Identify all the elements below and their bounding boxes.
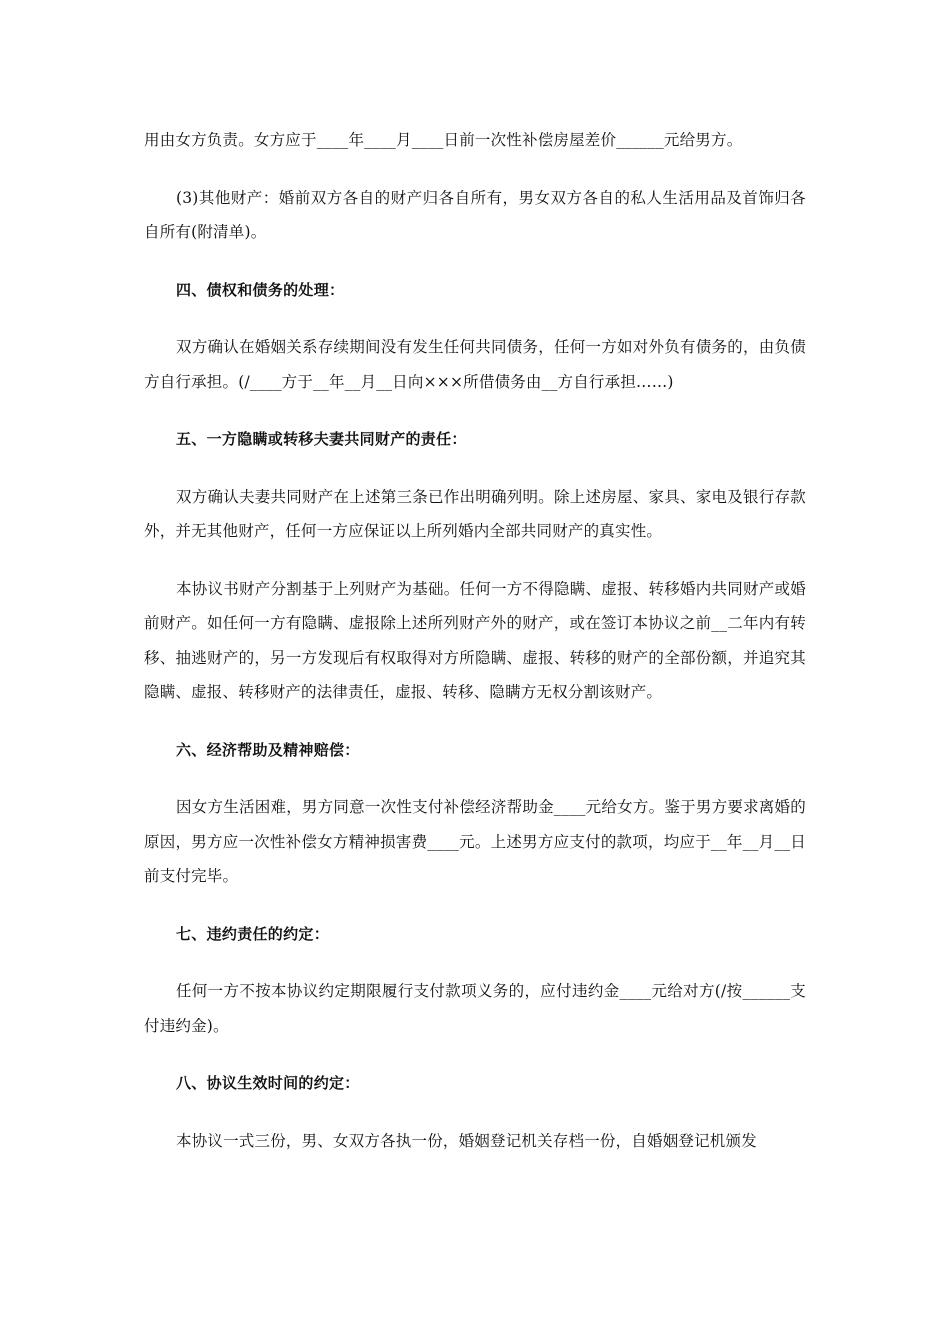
section-heading-concealment: 五、一方隐瞒或转移夫妻共同财产的责任： (176, 430, 467, 448)
paragraph-effective-date: 本协议一式三份，男、女双方各执一份，婚姻登记机关存档一份，自婚姻登记机颁发 (176, 1131, 757, 1150)
paragraph-breach: 任何一方不按本协议约定期限履行支付款项义务的，应付违约金____元给对方(/按______支付违约金)。 (144, 982, 806, 1035)
document-page (144, 123, 806, 1181)
section-heading-effective-date: 八、协议生效时间的约定： (176, 1074, 360, 1092)
paragraph-debts: 双方确认在婚姻关系存续期间没有发生任何共同债务，任何一方如对外负有债务的，由负债方自行承担。(/____方于__年__月__日向×××所借债务由__方自行承担……) (144, 338, 806, 391)
section-heading-debts: 四、债权和债务的处理： (176, 280, 345, 299)
paragraph-other-property: (3)其他财产：婚前双方各自的财产归各自所有，男女双方各自的私人生活用品及首饰归各自所有(附清单)。 (144, 188, 806, 241)
paragraph-property-division-basis: 本协议书财产分割基于上列财产为基础。任何一方不得隐瞒、虚报、转移婚内共同财产或婚前财产。如任何一方有隐瞒、虚报除上述所列财产外的财产，或在签订本协议之前__二年内有转移、抽逃财产的，另一方发现后有权取得对方所隐瞒、虚报、转移的财产的全部份额，并追究其隐瞒、虚报、转移财产的法律责任，虚报、转移、隐瞒方无权分割该财产。 (144, 579, 806, 701)
paragraph-joint-property-confirmation: 双方确认夫妻共同财产在上述第三条已作出明确列明。除上述房屋、家具、家电及银行存款外，并无其他财产，任何一方应保证以上所列婚内全部共同财产的真实性。 (144, 487, 806, 540)
section-heading-breach: 七、违约责任的约定： (176, 924, 330, 943)
paragraph-property-compensation: 用由女方负责。女方应于____年____月____日前一次性补偿房屋差价______元给男方。 (144, 131, 743, 149)
paragraph-financial-aid: 因女方生活困难，男方同意一次性支付补偿经济帮助金____元给女方。鉴于男方要求离婚的原因，男方应一次性补偿女方精神损害费____元。上述男方应支付的款项，均应于__年__月__日前支付完毕。 (144, 798, 806, 885)
section-heading-financial-aid: 六、经济帮助及精神赔偿： (176, 740, 360, 759)
